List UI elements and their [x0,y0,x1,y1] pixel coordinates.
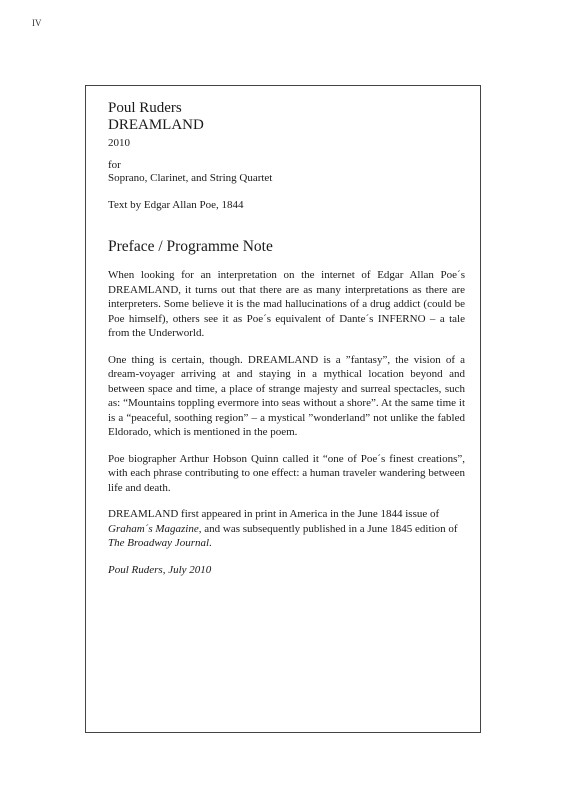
composition-year: 2010 [108,137,130,149]
instrumentation-block [108,159,465,185]
work-title: DREAMLAND [108,117,204,133]
paragraph-3: Poe biographer Arthur Hobson Quinn called it “one of Poe´s finest creations”, with each phrase contributing to one effect: a human traveler wandering between life and death. [108,452,465,494]
text-credit: Text by Edgar Allan Poe, 1844 [108,199,244,211]
composer-name: Poul Ruders [108,100,182,116]
section-heading: Preface / Programme Note [108,238,273,255]
p4-magazine-title: Graham´s Magazine [108,522,199,535]
paragraph-1: When looking for an interpretation on the internet of Edgar Allan Poe´s DREAMLAND, it turns out that there are as many interpretations as there are interpreters. Some believe it is the mad hallucinations of a drug addict (could be Poe himself), others see it as Poe´s equivalent of Dante´s INFERNO – a tale from the Underworld. [108,269,465,339]
p4-text-c: , and was subsequently published in a June 1845 edition of [198,522,458,535]
p4-text-e: . [209,537,212,549]
page-number: IV [32,18,42,28]
signature: Poul Ruders, July 2010 [108,563,212,576]
paragraph-4 [108,507,465,551]
text-frame [85,85,481,733]
p4-journal-title: The Broadway Journal [108,537,210,549]
p4-text-a: DREAMLAND first appeared in print in America in the June 1844 issue of [108,508,440,520]
preface-content [108,100,465,576]
for-label: for [108,159,121,171]
paragraph-2: One thing is certain, though. DREAMLAND is a ”fantasy”, the vision of a dream-voyager arriving at and staying in a mythical location beyond and between space and time, a place of strange majesty and surreal spectacles, such as: “Mountains toppling evermore into seas without a shore”. At the same time it is a “peaceful, soothing region” – a mystical ”wonderland” not unlike the fabled Eldorado, which is mentioned in the poem. [108,353,465,438]
instrumentation: Soprano, Clarinet, and String Quartet [108,172,273,184]
